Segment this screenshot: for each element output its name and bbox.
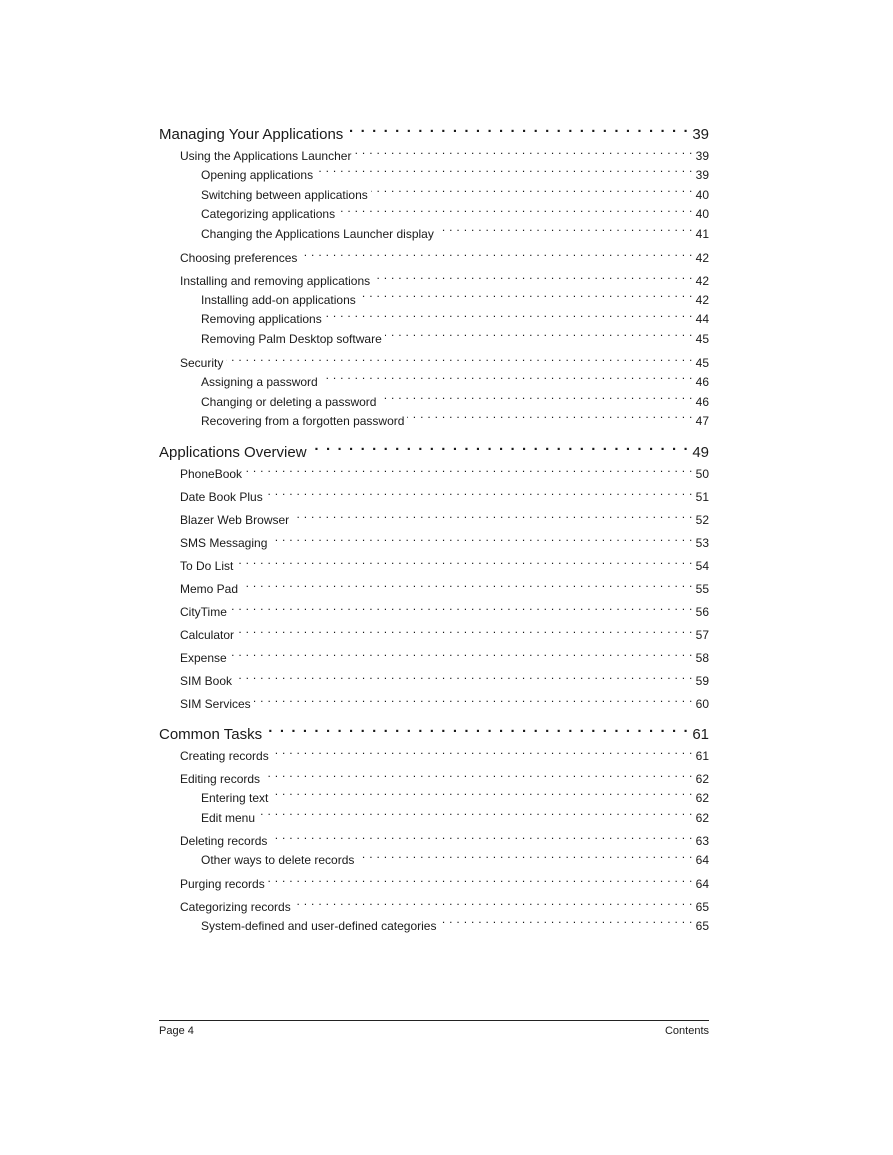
toc-page-number: 60	[695, 696, 709, 711]
toc-dot-leader	[272, 748, 693, 760]
toc-entry-label: Edit menu	[201, 810, 256, 825]
toc-subsection-entry[interactable]	[159, 186, 709, 206]
toc-entry-label: To Do List	[180, 558, 234, 573]
toc-entry-label: Blazer Web Browser	[180, 512, 290, 527]
toc-dot-leader	[371, 187, 693, 199]
toc-page-number: 62	[695, 771, 709, 786]
toc-page-number: 40	[695, 187, 709, 202]
toc-dot-leader	[325, 311, 693, 323]
toc-dot-leader	[245, 466, 693, 478]
toc-subsection-entry[interactable]	[159, 225, 709, 245]
toc-dot-leader	[265, 724, 689, 739]
toc-dot-leader	[241, 581, 693, 593]
toc-page-number: 50	[695, 466, 709, 481]
toc-page-number: 42	[695, 292, 709, 307]
toc-dot-leader	[385, 331, 693, 343]
toc-dot-leader	[236, 558, 692, 570]
toc-subsection-entry[interactable]	[159, 330, 709, 350]
toc-page-number: 56	[695, 604, 709, 619]
toc-entry-label: SMS Messaging	[180, 535, 268, 550]
toc-subsection-entry[interactable]	[159, 393, 709, 413]
toc-chapter-entry[interactable]	[159, 124, 709, 146]
toc-entry-label: SIM Book	[180, 673, 233, 688]
toc-entry-label: Managing Your Applications	[159, 126, 344, 143]
toc-page-number: 65	[695, 899, 709, 914]
toc-subsection-entry[interactable]	[159, 205, 709, 225]
toc-dot-leader	[271, 790, 692, 802]
toc-section-entry[interactable]	[159, 353, 709, 373]
toc-page-number: 62	[695, 790, 709, 805]
toc-subsection-entry[interactable]	[159, 166, 709, 186]
toc-page-number: 39	[695, 149, 709, 163]
toc-dot-leader	[316, 167, 693, 179]
toc-page-number: 54	[695, 558, 709, 573]
toc-entry-label: PhoneBook	[180, 466, 243, 481]
toc-subsection-entry[interactable]	[159, 789, 709, 809]
toc-chapter-entry[interactable]	[159, 724, 709, 746]
toc-section-entry[interactable]	[159, 831, 709, 851]
toc-entry-label: Changing the Applications Launcher display	[201, 227, 434, 242]
toc-dot-leader	[354, 148, 692, 160]
toc-entry-label: Choosing preferences	[180, 250, 298, 265]
toc-entry-label: Applications Overview	[159, 443, 307, 461]
toc-entry-label: Purging records	[180, 876, 265, 891]
toc-subsection-entry[interactable]	[159, 310, 709, 330]
toc-entry-label: Entering text	[201, 790, 269, 805]
toc-page-number: 39	[695, 168, 709, 182]
toc-entry-label: System-defined and user-defined categories	[201, 918, 437, 933]
toc-entry-label: Security	[180, 355, 224, 370]
toc-section-entry[interactable]	[159, 146, 709, 166]
toc-page-number: 63	[695, 834, 709, 849]
toc-section-entry[interactable]	[159, 897, 709, 917]
toc-dot-leader	[407, 413, 692, 425]
toc-entry-label: Deleting records	[180, 834, 268, 849]
toc-section-entry[interactable]	[159, 556, 709, 576]
toc-page-number: 64	[695, 853, 709, 868]
toc-dot-leader	[439, 918, 692, 930]
toc-entry-label: Common Tasks	[159, 725, 263, 743]
toc-page-number: 45	[695, 355, 709, 370]
toc-page-number: 46	[695, 374, 709, 389]
toc-dot-leader	[268, 876, 693, 888]
toc-dot-leader	[237, 627, 693, 639]
toc-entry-label: Changing or deleting a password	[201, 394, 377, 409]
toc-section-entry[interactable]	[159, 746, 709, 766]
toc-dot-leader	[263, 771, 693, 783]
toc-entry-label: CityTime	[180, 604, 227, 619]
toc-section-entry[interactable]	[159, 464, 709, 484]
toc-entry-label: Categorizing applications	[201, 207, 336, 222]
toc-dot-leader	[226, 355, 692, 367]
toc-page-number: 51	[695, 489, 709, 504]
toc-subsection-entry[interactable]	[159, 373, 709, 393]
toc-page-number: 59	[695, 673, 709, 688]
toc-page-number: 41	[695, 227, 709, 242]
toc-entry-label: Installing add-on applications	[201, 292, 356, 307]
toc-dot-leader	[230, 650, 693, 662]
toc-section-entry[interactable]	[159, 271, 709, 291]
toc-entry-label: Installing and removing applications	[180, 273, 371, 288]
toc-dot-leader	[310, 442, 690, 457]
toc-spacer	[159, 432, 709, 442]
toc-page-number: 52	[695, 512, 709, 527]
toc-dot-leader	[357, 852, 692, 864]
toc-dot-leader	[235, 673, 693, 685]
toc-dot-leader	[254, 696, 693, 708]
toc-entry-label: Recovering from a forgotten password	[201, 414, 405, 429]
toc-section-entry[interactable]	[159, 487, 709, 507]
toc-dot-leader	[258, 810, 693, 822]
toc-dot-leader	[373, 273, 693, 285]
toc-page-number: 44	[695, 312, 709, 327]
toc-page-number: 55	[695, 581, 709, 596]
toc-page-number: 64	[695, 876, 709, 891]
toc-page-number: 42	[695, 250, 709, 265]
toc-dot-leader	[437, 226, 693, 238]
toc-dot-leader	[300, 250, 692, 262]
toc-section-entry[interactable]	[159, 510, 709, 530]
toc-entry-label: Calculator	[180, 627, 235, 642]
toc-entry-label: Opening applications	[201, 168, 314, 182]
toc-subsection-entry[interactable]	[159, 851, 709, 871]
toc-dot-leader	[346, 124, 689, 139]
toc-section-entry[interactable]	[159, 671, 709, 691]
toc-entry-label: Editing records	[180, 771, 261, 786]
toc-entry-label: SIM Services	[180, 696, 251, 711]
toc-entry-label: Memo Pad	[180, 581, 239, 596]
toc-subsection-entry[interactable]	[159, 412, 709, 432]
toc-page-number: 61	[695, 748, 709, 763]
toc-page-number: 62	[695, 810, 709, 825]
toc-entry-label: Using the Applications Launcher	[180, 149, 352, 163]
toc-dot-leader	[294, 899, 693, 911]
toc-section-entry[interactable]	[159, 625, 709, 645]
toc-entry-label: Removing applications	[201, 312, 322, 327]
footer-page-number: Page 4	[159, 1025, 194, 1037]
toc-entry-label: Assigning a password	[201, 374, 318, 389]
toc-entry-label: Expense	[180, 650, 227, 665]
toc-entry-label: Switching between applications	[201, 187, 368, 202]
toc-section-entry[interactable]	[159, 874, 709, 894]
toc-dot-leader	[270, 833, 692, 845]
toc-page-number: 65	[695, 918, 709, 933]
toc-page-number: 46	[695, 394, 709, 409]
toc-page-number: 61	[692, 725, 709, 743]
toc-chapter-entry[interactable]	[159, 442, 709, 464]
toc-page-number: 42	[695, 273, 709, 288]
toc-dot-leader	[321, 374, 693, 386]
toc-page-number: 39	[692, 126, 709, 143]
toc-dot-leader	[338, 206, 693, 218]
toc-section-entry[interactable]	[159, 579, 709, 599]
toc-dot-leader	[292, 512, 692, 524]
toc-section-entry[interactable]	[159, 694, 709, 714]
toc-entry-label: Creating records	[180, 748, 269, 763]
toc-subsection-entry[interactable]	[159, 291, 709, 311]
toc-page-number: 47	[695, 414, 709, 429]
toc-page-number: 40	[695, 207, 709, 222]
toc-page-number: 53	[695, 535, 709, 550]
toc-page-number: 58	[695, 650, 709, 665]
toc-dot-leader	[270, 535, 692, 547]
toc-section-entry[interactable]	[159, 602, 709, 622]
footer-section-title: Contents	[664, 1025, 709, 1037]
toc-section-entry[interactable]	[159, 533, 709, 553]
toc-dot-leader	[359, 292, 693, 304]
toc-spacer	[159, 714, 709, 724]
toc-dot-leader	[266, 489, 693, 501]
toc-page-number: 45	[695, 332, 709, 347]
toc-subsection-entry[interactable]	[159, 809, 709, 829]
toc-page-number: 49	[692, 443, 709, 461]
toc-dot-leader	[230, 604, 693, 616]
toc-section-entry[interactable]	[159, 648, 709, 668]
toc-subsection-entry[interactable]	[159, 917, 709, 937]
toc-entry-label: Other ways to delete records	[201, 853, 355, 868]
toc-entry-label: Date Book Plus	[180, 489, 263, 504]
table-of-contents	[159, 124, 709, 937]
footer-rule	[159, 1020, 709, 1021]
toc-page-number: 57	[695, 627, 709, 642]
toc-entry-label: Categorizing records	[180, 899, 291, 914]
toc-section-entry[interactable]	[159, 769, 709, 789]
toc-dot-leader	[379, 394, 692, 406]
toc-section-entry[interactable]	[159, 248, 709, 268]
toc-entry-label: Removing Palm Desktop software	[201, 332, 382, 347]
